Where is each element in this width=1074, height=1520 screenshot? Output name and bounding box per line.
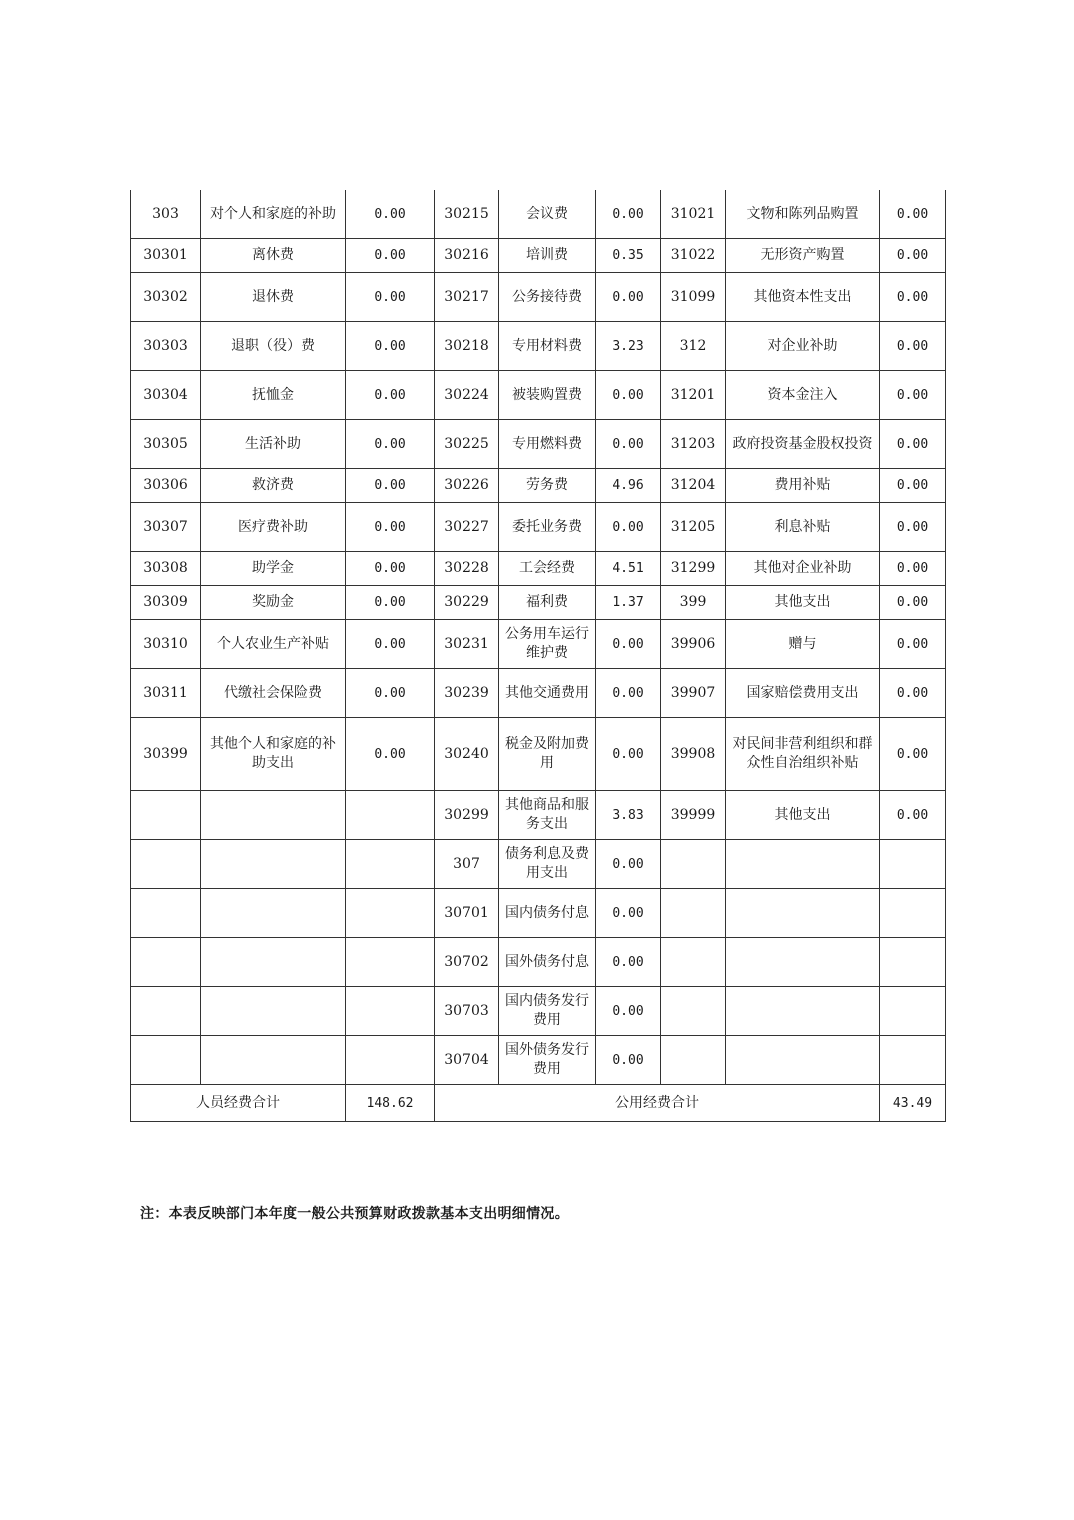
item-name-2: 其他商品和服务支出 xyxy=(499,791,596,840)
code-1: 30308 xyxy=(131,552,201,586)
item-name-3: 资本金注入 xyxy=(726,371,880,420)
code-1 xyxy=(131,1036,201,1085)
table-row xyxy=(131,420,946,469)
code-2: 30216 xyxy=(435,239,499,273)
item-name-3 xyxy=(726,840,880,889)
personnel-total-value: 148.62 xyxy=(346,1085,435,1122)
item-name-1: 个人农业生产补贴 xyxy=(201,620,346,669)
item-name-2: 福利费 xyxy=(499,586,596,620)
amount-1: 0.00 xyxy=(346,371,435,420)
code-3: 31205 xyxy=(661,503,726,552)
expenditure-detail-table xyxy=(130,190,946,1122)
code-3: 312 xyxy=(661,322,726,371)
amount-3: 0.00 xyxy=(880,552,946,586)
code-2: 30228 xyxy=(435,552,499,586)
code-3: 39906 xyxy=(661,620,726,669)
code-3: 399 xyxy=(661,586,726,620)
code-2: 30299 xyxy=(435,791,499,840)
amount-2: 0.00 xyxy=(596,889,661,938)
code-1: 30399 xyxy=(131,718,201,791)
amount-1: 0.00 xyxy=(346,469,435,503)
code-3: 39908 xyxy=(661,718,726,791)
code-3 xyxy=(661,1036,726,1085)
amount-2: 3.23 xyxy=(596,322,661,371)
code-2: 30701 xyxy=(435,889,499,938)
table-row xyxy=(131,938,946,987)
amount-2: 0.00 xyxy=(596,987,661,1036)
item-name-2: 国内债务付息 xyxy=(499,889,596,938)
amount-2: 1.37 xyxy=(596,586,661,620)
table-row xyxy=(131,503,946,552)
amount-2: 0.00 xyxy=(596,503,661,552)
amount-2: 0.00 xyxy=(596,840,661,889)
table-row xyxy=(131,620,946,669)
code-3: 31299 xyxy=(661,552,726,586)
item-name-1: 对个人和家庭的补助 xyxy=(201,190,346,239)
amount-1 xyxy=(346,791,435,840)
table-row xyxy=(131,889,946,938)
item-name-1 xyxy=(201,889,346,938)
amount-2: 0.00 xyxy=(596,620,661,669)
amount-3 xyxy=(880,1036,946,1085)
amount-3: 0.00 xyxy=(880,469,946,503)
amount-1: 0.00 xyxy=(346,586,435,620)
code-1 xyxy=(131,938,201,987)
item-name-3: 其他资本性支出 xyxy=(726,273,880,322)
amount-3 xyxy=(880,938,946,987)
amount-1: 0.00 xyxy=(346,620,435,669)
amount-3: 0.00 xyxy=(880,718,946,791)
item-name-3: 其他支出 xyxy=(726,791,880,840)
code-1: 30303 xyxy=(131,322,201,371)
table-row xyxy=(131,190,946,239)
item-name-1: 其他个人和家庭的补助支出 xyxy=(201,718,346,791)
item-name-2: 培训费 xyxy=(499,239,596,273)
amount-2: 0.00 xyxy=(596,371,661,420)
code-2: 30217 xyxy=(435,273,499,322)
item-name-1: 离休费 xyxy=(201,239,346,273)
code-2: 30215 xyxy=(435,190,499,239)
totals-row xyxy=(131,1085,946,1122)
amount-2: 4.51 xyxy=(596,552,661,586)
item-name-3: 对民间非营利组织和群众性自治组织补贴 xyxy=(726,718,880,791)
code-2: 30225 xyxy=(435,420,499,469)
table-row xyxy=(131,718,946,791)
amount-3: 0.00 xyxy=(880,239,946,273)
amount-3: 0.00 xyxy=(880,371,946,420)
code-2: 30231 xyxy=(435,620,499,669)
table-row xyxy=(131,987,946,1036)
item-name-1: 代缴社会保险费 xyxy=(201,669,346,718)
code-1: 30311 xyxy=(131,669,201,718)
code-2: 30239 xyxy=(435,669,499,718)
code-3 xyxy=(661,889,726,938)
item-name-1: 生活补助 xyxy=(201,420,346,469)
item-name-1 xyxy=(201,987,346,1036)
table-row xyxy=(131,371,946,420)
amount-3: 0.00 xyxy=(880,791,946,840)
table-row xyxy=(131,239,946,273)
amount-2: 3.83 xyxy=(596,791,661,840)
table-row xyxy=(131,552,946,586)
item-name-1 xyxy=(201,840,346,889)
item-name-3 xyxy=(726,938,880,987)
code-2: 30218 xyxy=(435,322,499,371)
item-name-1: 医疗费补助 xyxy=(201,503,346,552)
public-total-value: 43.49 xyxy=(880,1085,946,1122)
code-1 xyxy=(131,889,201,938)
code-1: 30310 xyxy=(131,620,201,669)
code-3: 31099 xyxy=(661,273,726,322)
code-2: 30224 xyxy=(435,371,499,420)
item-name-2: 国外债务发行费用 xyxy=(499,1036,596,1085)
amount-1 xyxy=(346,987,435,1036)
code-1: 30302 xyxy=(131,273,201,322)
table-row xyxy=(131,469,946,503)
public-total-label: 公用经费合计 xyxy=(435,1085,880,1122)
amount-3 xyxy=(880,987,946,1036)
code-3: 39999 xyxy=(661,791,726,840)
code-3 xyxy=(661,938,726,987)
code-2: 307 xyxy=(435,840,499,889)
amount-3: 0.00 xyxy=(880,586,946,620)
amount-2: 0.00 xyxy=(596,938,661,987)
budget-table-container xyxy=(130,190,945,1122)
item-name-1 xyxy=(201,791,346,840)
item-name-3: 利息补贴 xyxy=(726,503,880,552)
amount-2: 0.00 xyxy=(596,273,661,322)
amount-3: 0.00 xyxy=(880,273,946,322)
item-name-2: 公务用车运行维护费 xyxy=(499,620,596,669)
code-3: 31204 xyxy=(661,469,726,503)
item-name-1: 助学金 xyxy=(201,552,346,586)
amount-2: 0.00 xyxy=(596,420,661,469)
amount-3: 0.00 xyxy=(880,503,946,552)
code-2: 30226 xyxy=(435,469,499,503)
item-name-2: 被装购置费 xyxy=(499,371,596,420)
item-name-2: 国内债务发行费用 xyxy=(499,987,596,1036)
code-2: 30229 xyxy=(435,586,499,620)
item-name-3: 赠与 xyxy=(726,620,880,669)
item-name-1: 奖励金 xyxy=(201,586,346,620)
code-1: 303 xyxy=(131,190,201,239)
amount-2: 0.00 xyxy=(596,669,661,718)
item-name-2: 其他交通费用 xyxy=(499,669,596,718)
item-name-2: 劳务费 xyxy=(499,469,596,503)
item-name-1: 抚恤金 xyxy=(201,371,346,420)
table-row xyxy=(131,273,946,322)
amount-2: 4.96 xyxy=(596,469,661,503)
code-1 xyxy=(131,791,201,840)
table-row xyxy=(131,791,946,840)
amount-1: 0.00 xyxy=(346,322,435,371)
amount-2: 0.00 xyxy=(596,1036,661,1085)
code-2: 30702 xyxy=(435,938,499,987)
item-name-2: 债务利息及费用支出 xyxy=(499,840,596,889)
item-name-2: 工会经费 xyxy=(499,552,596,586)
item-name-2: 会议费 xyxy=(499,190,596,239)
item-name-1 xyxy=(201,938,346,987)
item-name-2: 专用燃料费 xyxy=(499,420,596,469)
item-name-3 xyxy=(726,889,880,938)
code-1: 30307 xyxy=(131,503,201,552)
table-row xyxy=(131,669,946,718)
amount-2: 0.00 xyxy=(596,718,661,791)
amount-1 xyxy=(346,889,435,938)
item-name-1 xyxy=(201,1036,346,1085)
amount-3: 0.00 xyxy=(880,620,946,669)
item-name-3 xyxy=(726,1036,880,1085)
amount-2: 0.35 xyxy=(596,239,661,273)
code-3: 31021 xyxy=(661,190,726,239)
item-name-3: 国家赔偿费用支出 xyxy=(726,669,880,718)
item-name-3: 文物和陈列品购置 xyxy=(726,190,880,239)
amount-3: 0.00 xyxy=(880,420,946,469)
amount-3: 0.00 xyxy=(880,322,946,371)
amount-1 xyxy=(346,840,435,889)
personnel-total-label: 人员经费合计 xyxy=(131,1085,346,1122)
code-2: 30240 xyxy=(435,718,499,791)
amount-1: 0.00 xyxy=(346,239,435,273)
item-name-3 xyxy=(726,987,880,1036)
code-3: 31022 xyxy=(661,239,726,273)
code-1 xyxy=(131,840,201,889)
table-row xyxy=(131,1036,946,1085)
item-name-2: 公务接待费 xyxy=(499,273,596,322)
code-3: 39907 xyxy=(661,669,726,718)
code-3: 31201 xyxy=(661,371,726,420)
item-name-3: 政府投资基金股权投资 xyxy=(726,420,880,469)
table-row xyxy=(131,586,946,620)
item-name-1: 退职（役）费 xyxy=(201,322,346,371)
code-2: 30703 xyxy=(435,987,499,1036)
amount-1 xyxy=(346,1036,435,1085)
code-3 xyxy=(661,987,726,1036)
code-1: 30305 xyxy=(131,420,201,469)
item-name-2: 专用材料费 xyxy=(499,322,596,371)
item-name-3: 其他对企业补助 xyxy=(726,552,880,586)
table-body xyxy=(131,190,946,1085)
table-row xyxy=(131,840,946,889)
code-1: 30301 xyxy=(131,239,201,273)
code-3 xyxy=(661,840,726,889)
code-1: 30309 xyxy=(131,586,201,620)
amount-3 xyxy=(880,889,946,938)
item-name-2: 税金及附加费用 xyxy=(499,718,596,791)
amount-1: 0.00 xyxy=(346,420,435,469)
amount-1: 0.00 xyxy=(346,669,435,718)
amount-3: 0.00 xyxy=(880,190,946,239)
item-name-1: 救济费 xyxy=(201,469,346,503)
amount-1: 0.00 xyxy=(346,190,435,239)
code-1: 30306 xyxy=(131,469,201,503)
amount-1: 0.00 xyxy=(346,503,435,552)
item-name-1: 退休费 xyxy=(201,273,346,322)
code-2: 30227 xyxy=(435,503,499,552)
amount-3 xyxy=(880,840,946,889)
item-name-3: 费用补贴 xyxy=(726,469,880,503)
table-row xyxy=(131,322,946,371)
table-footnote: 注：本表反映部门本年度一般公共预算财政拨款基本支出明细情况。 xyxy=(140,1206,569,1222)
code-1 xyxy=(131,987,201,1036)
amount-1 xyxy=(346,938,435,987)
code-2: 30704 xyxy=(435,1036,499,1085)
amount-1: 0.00 xyxy=(346,552,435,586)
item-name-2: 委托业务费 xyxy=(499,503,596,552)
item-name-2: 国外债务付息 xyxy=(499,938,596,987)
amount-2: 0.00 xyxy=(596,190,661,239)
item-name-3: 对企业补助 xyxy=(726,322,880,371)
amount-1: 0.00 xyxy=(346,273,435,322)
code-1: 30304 xyxy=(131,371,201,420)
amount-3: 0.00 xyxy=(880,669,946,718)
item-name-3: 其他支出 xyxy=(726,586,880,620)
code-3: 31203 xyxy=(661,420,726,469)
item-name-3: 无形资产购置 xyxy=(726,239,880,273)
amount-1: 0.00 xyxy=(346,718,435,791)
